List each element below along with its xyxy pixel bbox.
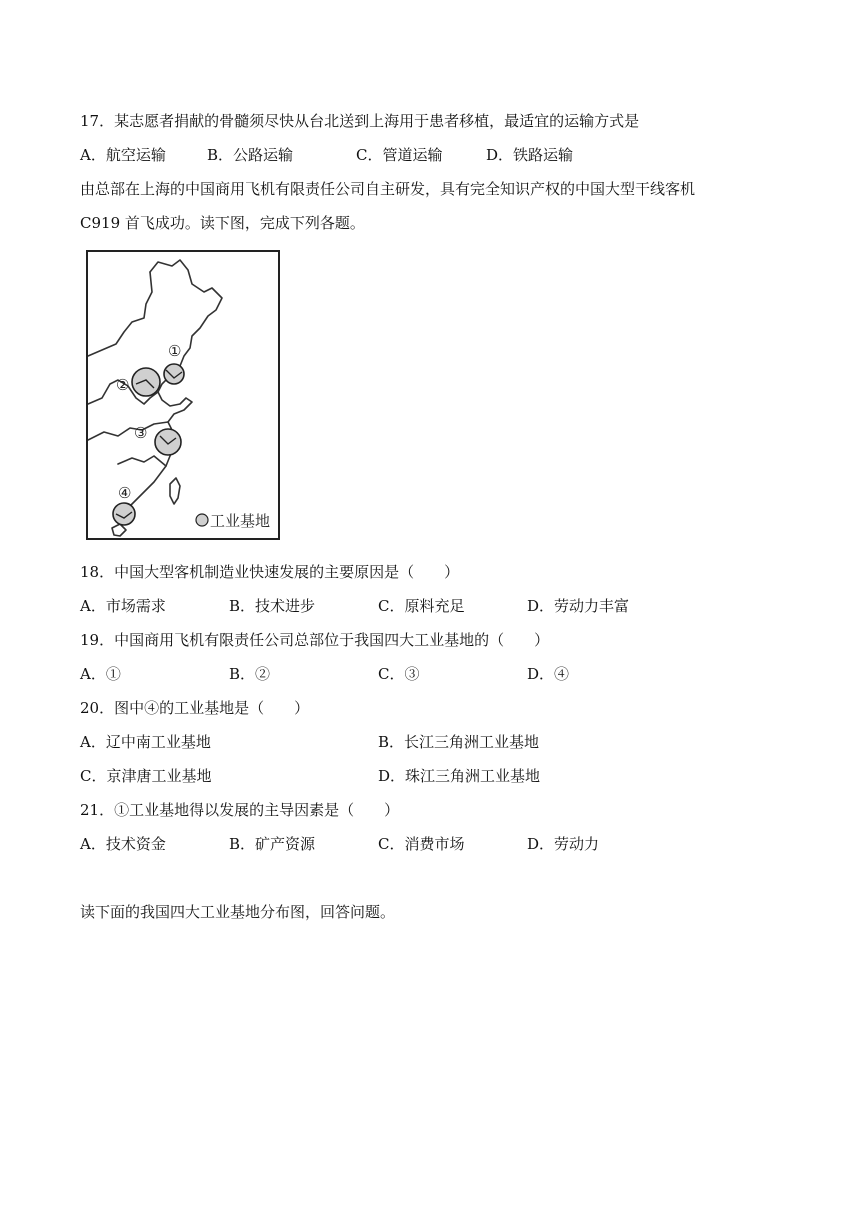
q19-option-b: B．② (229, 665, 271, 683)
taiwan-outline (170, 478, 180, 504)
question-18-stem: 18．中国大型客机制造业快速发展的主要原因是（ ） (80, 563, 460, 581)
base-circle-2 (132, 368, 160, 396)
q20-option-c: C．京津唐工业基地 (80, 767, 212, 785)
q19-option-c: C．③ (378, 665, 420, 683)
question-17-stem: 17．某志愿者捐献的骨髓须尽快从台北送到上海用于患者移植，最适宜的运输方式是 (80, 112, 640, 130)
q18-option-a: A．市场需求 (80, 597, 166, 615)
question-21-stem: 21．①工业基地得以发展的主导因素是（ ） (80, 801, 400, 819)
question-20-stem: 20．图中④的工业基地是（ ） (80, 699, 310, 717)
q17-option-a: A．航空运输 (80, 146, 166, 164)
q20-option-b: B．长江三角洲工业基地 (378, 733, 540, 751)
q18-option-b: B．技术进步 (229, 597, 316, 615)
northeast-outline (150, 260, 222, 370)
legend-circle-icon (196, 514, 208, 526)
base-circle-3 (155, 429, 181, 455)
map-label-4: ④ (118, 484, 132, 502)
q18-option-d: D．劳动力丰富 (527, 597, 630, 615)
q21-option-d: D．劳动力 (527, 835, 600, 853)
q20-option-d: D．珠江三角洲工业基地 (378, 767, 541, 785)
intro-line-1: 由总部在上海的中国商用飞机有限责任公司自主研发，具有完全知识产权的中国大型干线客机 (80, 180, 696, 198)
outro-text: 读下面的我国四大工业基地分布图，回答问题。 (80, 903, 396, 921)
china-east-coast-map (88, 252, 278, 538)
q17-option-c: C．管道运输 (356, 146, 443, 164)
north-border (88, 272, 152, 356)
map-label-2: ② (116, 376, 130, 394)
map-label-1: ① (168, 342, 182, 360)
q17-option-b: B．公路运输 (207, 146, 294, 164)
industrial-base-map (86, 250, 280, 540)
q17-option-d: D．铁路运输 (486, 146, 574, 164)
base-circle-1 (164, 364, 184, 384)
province-line-3 (118, 456, 166, 466)
q20-option-a: A．辽中南工业基地 (80, 733, 211, 751)
q21-option-a: A．技术资金 (80, 835, 166, 853)
q21-option-c: C．消费市场 (378, 835, 465, 853)
intro-line-2: C919 首飞成功。读下图，完成下列各题。 (80, 214, 365, 232)
map-legend-label: 工业基地 (210, 512, 271, 530)
hainan-outline (112, 524, 126, 536)
map-label-3: ③ (134, 424, 148, 442)
q21-option-b: B．矿产资源 (229, 835, 316, 853)
q19-option-d: D．④ (527, 665, 570, 683)
q18-option-c: C．原料充足 (378, 597, 465, 615)
q19-option-a: A．① (80, 665, 121, 683)
question-19-stem: 19．中国商用飞机有限责任公司总部位于我国四大工业基地的（ ） (80, 631, 550, 649)
